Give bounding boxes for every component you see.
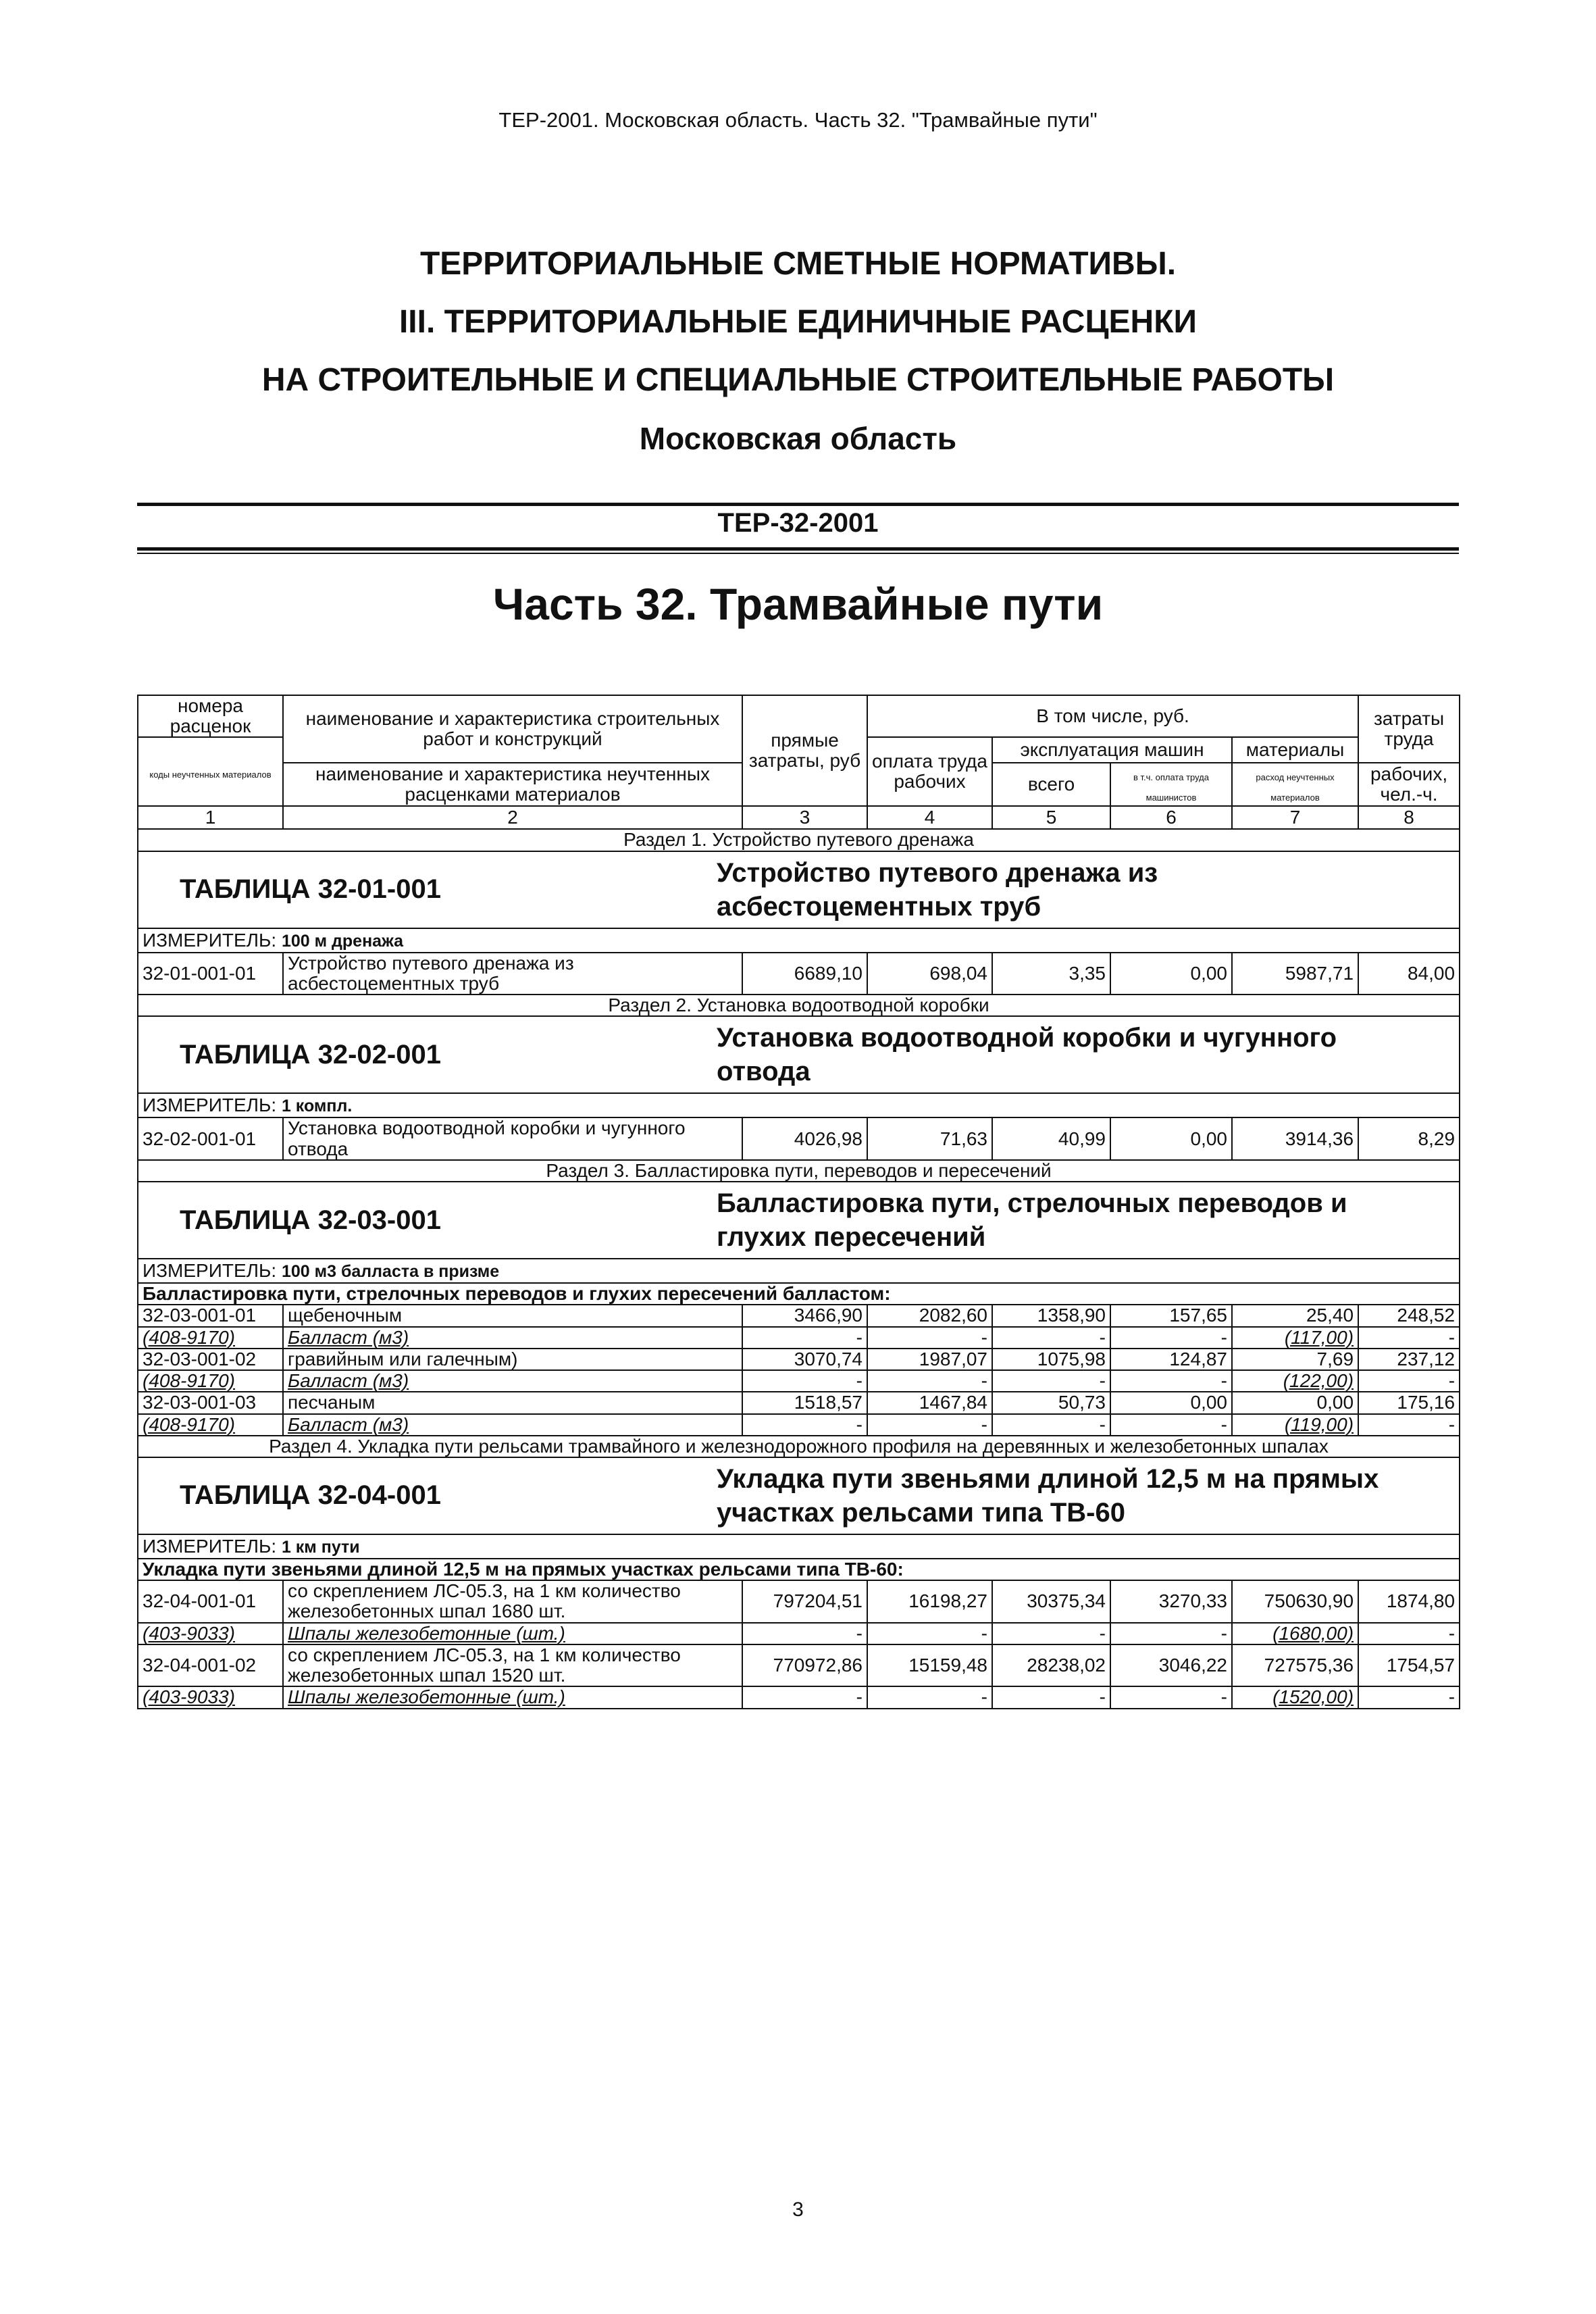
material-value-cell: - [992, 1623, 1110, 1644]
material-value-cell: - [1358, 1327, 1460, 1349]
table-row [138, 1580, 1460, 1622]
value-cell: 4026,98 [742, 1117, 867, 1159]
material-value-cell: - [742, 1370, 867, 1392]
material-name: Шпалы железобетонные (шт.) [283, 1686, 742, 1708]
material-value-cell: - [992, 1414, 1110, 1436]
material-value-cell: - [1110, 1686, 1232, 1708]
value-cell: 770972,86 [742, 1644, 867, 1686]
title-region: Московская область [639, 421, 957, 456]
rule-top [137, 503, 1459, 506]
measure-row [138, 1093, 1460, 1117]
material-value-cell: - [992, 1370, 1110, 1392]
table-caption: Укладка пути звеньями длиной 12,5 м на прямых участках рельсами типа ТВ-60 [717, 1463, 1379, 1528]
material-code: (403-9033) [138, 1686, 283, 1708]
rate-name: гравийным или галечным) [283, 1349, 742, 1370]
table-row [138, 1305, 1460, 1326]
value-cell: 698,04 [867, 953, 992, 995]
value-cell: 248,52 [1358, 1305, 1460, 1326]
value-cell: 0,00 [1232, 1392, 1358, 1413]
measure-row [138, 1259, 1460, 1283]
material-value-cell: (1680,00) [1232, 1623, 1358, 1644]
value-cell: 84,00 [1358, 953, 1460, 995]
value-cell: 5987,71 [1232, 953, 1358, 995]
section-title: Раздел 4. Укладка пути рельсами трамвайного и железнодорожного профиля на деревянных и железобетонных шпалах [138, 1436, 1460, 1457]
group-row [138, 1283, 1460, 1305]
rate-code: 32-01-001-01 [138, 953, 283, 995]
value-cell: 50,73 [992, 1392, 1110, 1413]
section-title: Раздел 2. Установка водоотводной коробки [138, 995, 1460, 1016]
col-num: 4 [867, 806, 992, 829]
measure-label: ИЗМЕРИТЕЛЬ: [143, 1535, 277, 1557]
title-line-3: НА СТРОИТЕЛЬНЫЕ И СПЕЦИАЛЬНЫЕ СТРОИТЕЛЬНЫЕ РАБОТЫ [261, 362, 1335, 398]
title-line-2: III. ТЕРРИТОРИАЛЬНЫЕ ЕДИНИЧНЫЕ РАСЦЕНКИ [398, 304, 1198, 340]
value-cell: 1358,90 [992, 1305, 1110, 1326]
material-value-cell: - [1110, 1623, 1232, 1644]
table-label: ТАБЛИЦА 32-03-001 [180, 1205, 441, 1235]
value-cell: 1518,57 [742, 1392, 867, 1413]
col-codes-header: номера расценок [138, 695, 283, 737]
measure-unit: 1 компл. [281, 1097, 353, 1116]
measure-cell [138, 1093, 1460, 1117]
material-value-cell: - [1358, 1370, 1460, 1392]
value-cell: 8,29 [1358, 1117, 1460, 1159]
value-cell: 1754,57 [1358, 1644, 1460, 1686]
value-cell: 237,12 [1358, 1349, 1460, 1370]
material-row [138, 1623, 1460, 1644]
table-heading-row [138, 1016, 1460, 1093]
rate-name: со скреплением ЛС-05.3, на 1 км количество железобетонных шпал 1680 шт. [283, 1580, 742, 1622]
table-row [138, 1392, 1460, 1413]
table-heading [138, 1182, 1460, 1259]
measure-cell [138, 1259, 1460, 1283]
rate-code: 32-03-001-03 [138, 1392, 283, 1413]
rate-code: 32-04-001-01 [138, 1580, 283, 1622]
col-num: 7 [1232, 806, 1358, 829]
table-body [138, 829, 1460, 1708]
measure-row [138, 1534, 1460, 1559]
table-heading [138, 1016, 1460, 1093]
measure-label: ИЗМЕРИТЕЛЬ: [143, 929, 277, 951]
col-material-consumption-header [1232, 763, 1358, 806]
section-heading-row [138, 1436, 1460, 1457]
measure-row [138, 928, 1460, 953]
table-label: ТАБЛИЦА 32-04-001 [180, 1480, 441, 1511]
section-heading-row [138, 995, 1460, 1016]
table-caption: Установка водоотводной коробки и чугунного отвода [717, 1023, 1337, 1087]
material-value-cell: - [992, 1686, 1110, 1708]
material-value-cell: - [742, 1327, 867, 1349]
value-cell: 175,16 [1358, 1392, 1460, 1413]
value-cell: 71,63 [867, 1117, 992, 1159]
material-code: (408-9170) [138, 1370, 283, 1392]
value-cell: 40,99 [992, 1117, 1110, 1159]
col-material-codes-label: коды неучтенных материалов [149, 770, 272, 780]
col-num: 2 [283, 806, 742, 829]
value-cell: 6689,10 [742, 953, 867, 995]
col-machinists-wages-label: в т.ч. оплата труда машинистов [1133, 772, 1209, 803]
value-cell: 7,69 [1232, 1349, 1358, 1370]
value-cell: 25,40 [1232, 1305, 1358, 1326]
value-cell: 0,00 [1110, 1117, 1232, 1159]
table-caption: Устройство путевого дренажа из асбестоцементных труб [717, 857, 1158, 922]
table-caption: Балластировка пути, стрелочных переводов и глухих пересечений [717, 1188, 1347, 1253]
rate-code: 32-03-001-02 [138, 1349, 283, 1370]
value-cell: 3046,22 [1110, 1644, 1232, 1686]
value-cell: 124,87 [1110, 1349, 1232, 1370]
value-cell: 157,65 [1110, 1305, 1232, 1326]
measure-unit: 1 км пути [281, 1537, 360, 1557]
col-labor-header: затраты труда [1358, 695, 1460, 763]
value-cell: 2082,60 [867, 1305, 992, 1326]
material-value-cell: - [742, 1686, 867, 1708]
col-unaccounted-materials-header: наименование и характеристика неучтенных расценками материалов [283, 763, 742, 806]
value-cell: 1874,80 [1358, 1580, 1460, 1622]
rate-code: 32-03-001-01 [138, 1305, 283, 1326]
value-cell: 1987,07 [867, 1349, 992, 1370]
table-heading [138, 851, 1460, 928]
table-row [138, 1349, 1460, 1370]
section-heading-row [138, 829, 1460, 851]
material-value-cell: (117,00) [1232, 1327, 1358, 1349]
value-cell: 28238,02 [992, 1644, 1110, 1686]
value-cell: 1075,98 [992, 1349, 1110, 1370]
col-num: 1 [138, 806, 283, 829]
rate-code: 32-04-001-02 [138, 1644, 283, 1686]
material-code: (408-9170) [138, 1414, 283, 1436]
material-value-cell: - [1358, 1686, 1460, 1708]
col-material-consumption-label: расход неучтенных материалов [1256, 772, 1335, 803]
measure-unit: 100 м дренажа [281, 931, 404, 951]
material-value-cell: - [1110, 1370, 1232, 1392]
table-label: ТАБЛИЦА 32-02-001 [180, 1039, 441, 1070]
material-value-cell: - [867, 1327, 992, 1349]
col-labor-workers-header: рабочих, чел.-ч. [1358, 763, 1460, 806]
material-row [138, 1370, 1460, 1392]
material-value-cell: (119,00) [1232, 1414, 1358, 1436]
rule-bottom-thin [137, 553, 1459, 554]
col-machines-total-header: всего [992, 763, 1110, 806]
value-cell: 3270,33 [1110, 1580, 1232, 1622]
measure-label: ИЗМЕРИТЕЛЬ: [143, 1259, 277, 1281]
group-title: Балластировка пути, стрелочных переводов и глухих пересечений балластом: [138, 1283, 1460, 1305]
table-row [138, 1644, 1460, 1686]
table-heading-row [138, 1457, 1460, 1534]
material-value-cell: - [1110, 1327, 1232, 1349]
value-cell: 3914,36 [1232, 1117, 1358, 1159]
value-cell: 797204,51 [742, 1580, 867, 1622]
material-row [138, 1327, 1460, 1349]
table-label: ТАБЛИЦА 32-01-001 [180, 874, 441, 905]
material-value-cell: - [867, 1686, 992, 1708]
value-cell: 3466,90 [742, 1305, 867, 1326]
rule-bottom [137, 547, 1459, 551]
material-code: (408-9170) [138, 1327, 283, 1349]
material-name: Шпалы железобетонные (шт.) [283, 1623, 742, 1644]
value-cell: 750630,90 [1232, 1580, 1358, 1622]
material-value-cell: - [867, 1370, 992, 1392]
value-cell: 727575,36 [1232, 1644, 1358, 1686]
material-value-cell: - [742, 1414, 867, 1436]
doc-code: ТЕР-32-2001 [717, 508, 879, 538]
rate-name: песчаным [283, 1392, 742, 1413]
value-cell: 15159,48 [867, 1644, 992, 1686]
value-cell: 0,00 [1110, 953, 1232, 995]
measure-cell [138, 1534, 1460, 1559]
rates-table [137, 695, 1460, 1709]
rate-name: Устройство путевого дренажа из асбестоцементных труб [283, 953, 742, 995]
material-name: Балласт (м3) [283, 1370, 742, 1392]
col-num: 6 [1110, 806, 1232, 829]
table-header [138, 695, 1460, 829]
table-row [138, 1117, 1460, 1159]
material-value-cell: - [867, 1414, 992, 1436]
measure-cell [138, 928, 1460, 953]
value-cell: 0,00 [1110, 1392, 1232, 1413]
rate-name: щебеночным [283, 1305, 742, 1326]
group-title: Укладка пути звеньями длиной 12,5 м на прямых участках рельсами типа ТВ-60: [138, 1559, 1460, 1580]
material-name: Балласт (м3) [283, 1327, 742, 1349]
value-cell: 1467,84 [867, 1392, 992, 1413]
col-materials-header: материалы [1232, 737, 1358, 763]
col-name-header: наименование и характеристика строительных работ и конструкций [283, 695, 742, 763]
material-value-cell: - [1358, 1623, 1460, 1644]
value-cell: 3,35 [992, 953, 1110, 995]
rate-code: 32-02-001-01 [138, 1117, 283, 1159]
material-value-cell: - [867, 1623, 992, 1644]
material-value-cell: - [992, 1327, 1110, 1349]
rate-name: Установка водоотводной коробки и чугунного отвода [283, 1117, 742, 1159]
table-row [138, 953, 1460, 995]
running-header: ТЕР-2001. Московская область. Часть 32. "Трамвайные пути" [498, 108, 1098, 132]
group-row [138, 1559, 1460, 1580]
col-num: 5 [992, 806, 1110, 829]
measure-label: ИЗМЕРИТЕЛЬ: [143, 1095, 277, 1116]
material-value-cell: - [1110, 1414, 1232, 1436]
col-wages-header: оплата труда рабочих [867, 737, 992, 806]
col-machines-header: эксплуатация машин [992, 737, 1232, 763]
table-heading [138, 1457, 1460, 1534]
material-value-cell: - [1358, 1414, 1460, 1436]
part-title: Часть 32. Трамвайные пути [492, 579, 1104, 629]
value-cell: 16198,27 [867, 1580, 992, 1622]
material-value-cell: (122,00) [1232, 1370, 1358, 1392]
column-numbers-row [138, 806, 1460, 829]
table-heading-row [138, 1182, 1460, 1259]
material-code: (403-9033) [138, 1623, 283, 1644]
measure-unit: 100 м3 балласта в призме [281, 1261, 500, 1281]
value-cell: 3070,74 [742, 1349, 867, 1370]
section-title: Раздел 1. Устройство путевого дренажа [138, 829, 1460, 851]
title-line-1: ТЕРРИТОРИАЛЬНЫЕ СМЕТНЫЕ НОРМАТИВЫ. [419, 246, 1177, 282]
material-row [138, 1686, 1460, 1708]
col-num: 3 [742, 806, 867, 829]
material-value-cell: - [742, 1623, 867, 1644]
section-heading-row [138, 1160, 1460, 1182]
document-title [0, 235, 1596, 468]
material-name: Балласт (м3) [283, 1414, 742, 1436]
col-including-header: В том числе, руб. [867, 695, 1358, 737]
material-value-cell: (1520,00) [1232, 1686, 1358, 1708]
rate-name: со скреплением ЛС-05.3, на 1 км количество железобетонных шпал 1520 шт. [283, 1644, 742, 1686]
col-direct-costs-header: прямые затраты, руб [742, 695, 867, 806]
col-machinists-wages-header [1110, 763, 1232, 806]
col-num: 8 [1358, 806, 1460, 829]
material-row [138, 1414, 1460, 1436]
section-title: Раздел 3. Балластировка пути, переводов и пересечений [138, 1160, 1460, 1182]
value-cell: 30375,34 [992, 1580, 1110, 1622]
page-number: 3 [792, 2198, 804, 2221]
table-heading-row [138, 851, 1460, 928]
col-material-codes-header [138, 737, 283, 806]
